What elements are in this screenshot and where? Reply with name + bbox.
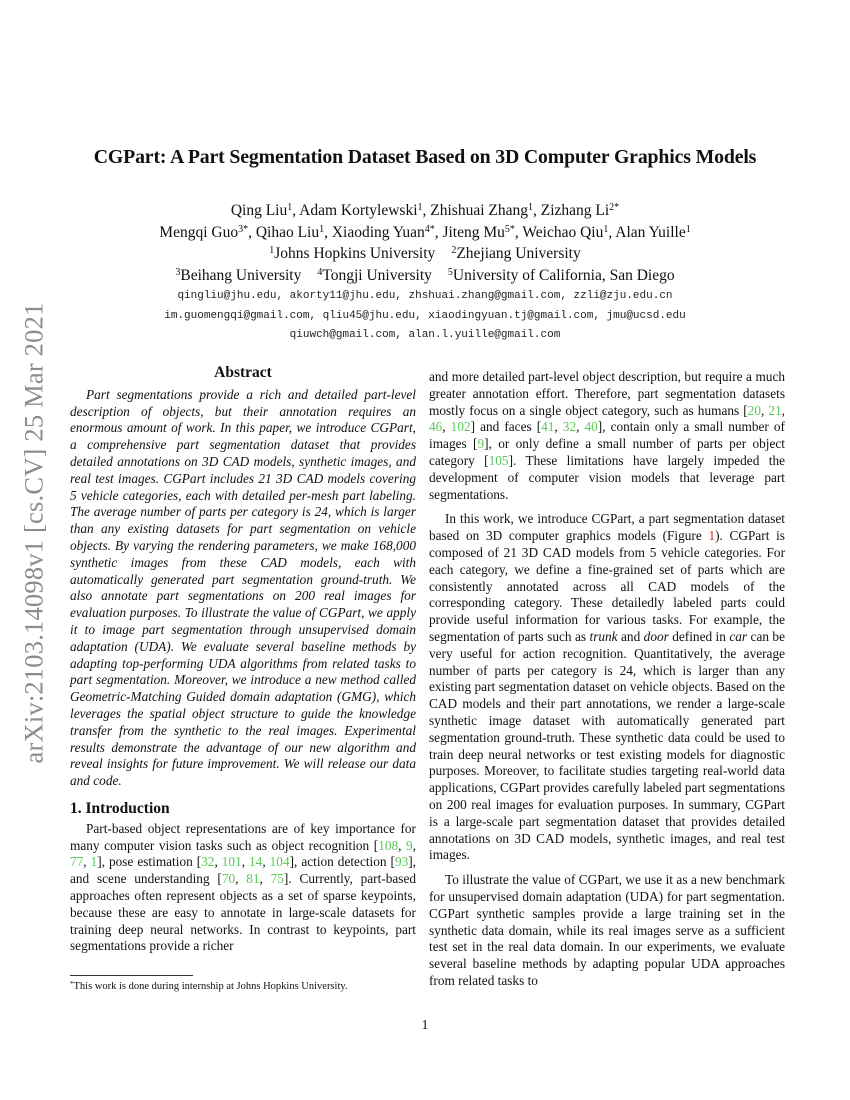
- citation-link[interactable]: 102: [450, 419, 471, 435]
- author-name: Weichao Qiu: [522, 223, 604, 241]
- affiliation-mark: 3: [175, 266, 181, 278]
- citation-link[interactable]: 101: [221, 854, 242, 870]
- affiliation-mark: 5: [447, 266, 453, 278]
- intro-paragraph-1-part-b: and more detailed part-level object description, but require a much greater annotation effort. Therefore, part segmentation datasets mostly focus on a single object category, such as humans [20, 21, 46, 102] and faces [41, 32, 40], contain only a small number of images [9], or only define a small number of parts per object category [105]. These limitations have largely impeded the development of computer vision models that leverage part segmentations.: [429, 369, 786, 502]
- author-name: Mengqi Guo: [159, 223, 239, 241]
- author-affiliation-mark: 1: [417, 202, 423, 213]
- page-number: 1: [421, 1017, 429, 1032]
- arxiv-stamp: [14, 285, 54, 780]
- paper-title: CGPart: A Part Segmentation Dataset Based on 3D Computer Graphics Models: [93, 146, 757, 168]
- citation-link[interactable]: 9: [477, 436, 485, 452]
- arxiv-stamp-text: arXiv:2103.14098v1 [cs.CV] 25 Mar 2021: [18, 302, 49, 763]
- citation-link[interactable]: 9: [406, 837, 413, 853]
- citation-link[interactable]: 105: [488, 452, 509, 468]
- citation-link[interactable]: 77: [70, 854, 84, 870]
- email-line: qingliu@jhu.edu, akorty11@jhu.edu, zhshuai.zhang@gmail.com, zzli@zju.edu.cn: [177, 290, 673, 302]
- email-line: im.guomengqi@gmail.com, qliu45@jhu.edu, xiaodingyuan.tj@gmail.com, jmu@ucsd.edu: [164, 309, 686, 322]
- citation-link[interactable]: 41: [541, 419, 555, 435]
- footnote-text: This work is done during internship at Johns Hopkins University.: [73, 981, 348, 992]
- citation-link[interactable]: 75: [270, 871, 284, 887]
- citation-link[interactable]: 93: [394, 854, 409, 870]
- figure-reference-link[interactable]: 1: [708, 528, 716, 544]
- intro-paragraph-3: To illustrate the value of CGPart, we use it as a new benchmark for unsupervised domain adaptation (UDA) for part segmentation. CGPart synthetic samples provide a large training set in the synthetic data domain, while its real images serve as a sufficient test set in the real data domain. In our experiments, we evaluate several baseline methods by adapting popular UDA approaches from related tasks to: [429, 872, 785, 988]
- author-name: Alan Yuille: [615, 223, 686, 241]
- citation-link[interactable]: 81: [246, 871, 260, 887]
- citation-link[interactable]: 20: [747, 402, 761, 418]
- emphasized-term: door: [643, 628, 669, 644]
- section-heading-introduction: 1. Introduction: [70, 799, 170, 817]
- footnote-divider: [70, 975, 193, 976]
- author-affiliation-mark: 1: [603, 223, 609, 235]
- email-line: qiuwch@gmail.com, alan.l.yuille@gmail.com: [289, 329, 561, 341]
- author-name: Xiaoding Yuan: [331, 223, 425, 241]
- left-column: [70, 365, 416, 955]
- citation-link[interactable]: 32: [201, 854, 215, 870]
- citation-link[interactable]: 1: [90, 854, 98, 870]
- author-name: Qihao Liu: [255, 223, 320, 241]
- intro-paragraph-1-part-a: Part-based object representations are of key importance for many computer vision tasks such as object recognition [108, 9, 77, 1], pose estimation [32, 101, 14, 104], action detection [93], and scene understanding [70, 81, 75]. Currently, part-based approaches often represent objects as a set of sparse keypoints, because these are easy to annotate in large-scale datasets for training deep neural networks. In contrast to keypoints, part segmentations provide a richer: [70, 820, 417, 954]
- emphasized-term: car: [729, 628, 748, 644]
- affiliation-mark: 2: [451, 245, 457, 256]
- author-line-1: Qing Liu$^1$, Adam Kortylewski$^1$, Zhishuai Zhang$^1$, Zizhang $Li^{2*}$: [230, 202, 620, 219]
- abstract-text: Part segmentations provide a rich and detailed part-level description of objects, but their annotation requires an enormous amount of work. In this paper, we introduce CGPart, a comprehensive part segmentation dataset that provides detailed annotations on 3D CAD models, synthetic images, and real test images. CGPart includes 21 3D CAD models covering 5 vehicle categories, each with detailed per-mesh part labeling. The average number of parts per category is 24, which is larger than any existing datasets for part segmentation on vehicle objects. By varying the rendering parameters, we make 168,000 synthetic images from these CAD models, each with automatically generated part segmentation ground-truth. We also annotate part segmentations on 200 real images for evaluation purposes. To illustrate the value of CGPart, we apply it to image part segmentation through unsupervised domain adaptation (UDA). We evaluate several baseline methods by adapting top-performing UDA algorithms from related tasks to part segmentation. Moreover, we introduce a new method called Geometric-Matching Guided domain adaptation (GMG), which leverages the spatial object structure to guide the knowledge transfer from the synthetic to the real images. Experimental results demonstrate the advantage of our new algorithm and reveal insights for future improvement. We will release our data and code.: [70, 386, 416, 789]
- intro-paragraph-2: In this work, we introduce CGPart, a part segmentation dataset based on 3D computer graphics models (Figure 1). CGPart is composed of 21 3D CAD models from 5 vehicle categories. For each category, we define a fine-grained set of parts which are consistently annotated across all CAD models of the corresponding category. These detailedly labeled parts could provide useful information for various tasks. For example, the segmentation of parts such as trunk and door defined in car can be very useful for action recognition. Quantitatively, the average number of parts per category is 24, which is larger than any existing part segmentation dataset on vehicle objects. Based on the CAD models and their part annotations, we render a large-scale synthetic image dataset with automatically generated part segmentation ground-truth. These synthetic data could be used to train deep neural networks or test existing models for diagnostic purposes. Moreover, to facilitate studies targeting real-world data applications, CGPart provides carefully labeled part segmentations on 200 real images for evaluation purposes. In summary, CGPart is a large-scale part segmentation dataset that provides detailed annotations on 3D CAD models, synthetic images, and real test images.: [429, 511, 785, 863]
- citation-link[interactable]: 46: [429, 419, 443, 435]
- citation-link[interactable]: 40: [584, 419, 598, 435]
- affiliation-line-1: [0, 243, 850, 265]
- affiliation-name: Zhejiang University: [456, 245, 581, 262]
- author-affiliation-mark: 1: [287, 202, 293, 213]
- author-name: Zizhang Li: [540, 202, 610, 219]
- right-column: [429, 369, 785, 990]
- abstract-heading: Abstract: [214, 364, 272, 381]
- citation-link[interactable]: 14: [249, 854, 263, 870]
- affiliation-mark: 1: [269, 245, 275, 256]
- author-block: [0, 200, 850, 286]
- affiliation-name: University of California, San Diego: [452, 266, 675, 284]
- author-affiliation-mark: 5*: [504, 223, 515, 235]
- author-affiliation-mark: 1: [685, 223, 691, 235]
- citation-link[interactable]: 108: [378, 837, 399, 853]
- citation-link[interactable]: 70: [221, 871, 236, 887]
- author-name: Adam Kortylewski: [299, 202, 418, 219]
- footnote-mark: *: [70, 980, 74, 988]
- author-line-2: Mengqi Guo$^{3*}$, Qihao Liu$^1$, Xiaoding Yuan$^{4*}$, Jiteng $Mu^{5*}$, Weichao Qiu$^1$, Alan Yuille$^1$: [159, 223, 691, 241]
- author-affiliation-mark: 1: [319, 223, 325, 235]
- author-name: Qing Liu: [230, 202, 288, 219]
- author-name: Jiteng Mu: [442, 223, 505, 241]
- emphasized-term: trunk: [589, 628, 618, 644]
- citation-link[interactable]: 21: [768, 402, 782, 418]
- author-affiliation-mark: 1: [527, 202, 533, 213]
- citation-link[interactable]: 104: [269, 854, 290, 870]
- affiliation-name: Johns Hopkins University: [274, 245, 436, 262]
- citation-link[interactable]: 32: [562, 419, 577, 435]
- affiliation-mark: 4: [317, 266, 323, 278]
- affiliation-name: Beihang University: [180, 266, 302, 284]
- author-affiliation-mark: 2*: [609, 202, 620, 213]
- affiliation-line-2: [0, 265, 850, 287]
- author-affiliation-mark: 3*: [238, 223, 249, 235]
- author-affiliation-mark: 4*: [424, 223, 435, 235]
- author-name: Zhishuai Zhang: [430, 202, 528, 219]
- email-block: [0, 287, 850, 346]
- footnote: [70, 980, 348, 992]
- affiliation-name: Tongji University: [322, 266, 432, 284]
